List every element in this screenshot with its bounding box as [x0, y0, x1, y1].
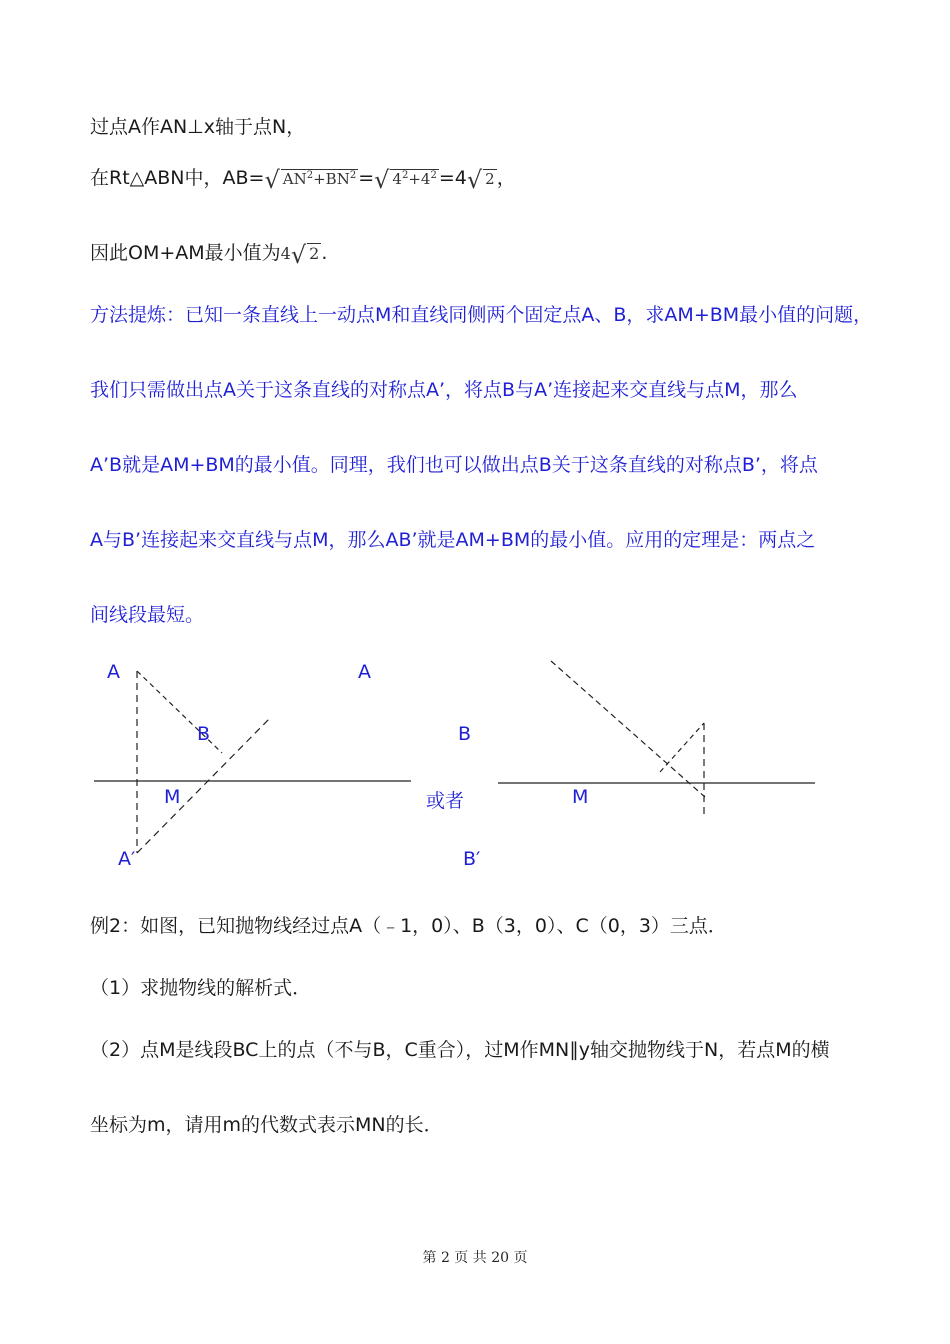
method-line-4: A与B’连接起来交直线与点M，那么AB’就是AM+BM的最小值。应用的定理是：两点之 [90, 529, 816, 551]
label-mid-B: B [458, 723, 472, 745]
example-line-1: 例2：如图，已知抛物线经过点A（﹣1，0）、B（3，0）、C（0，3）三点． [90, 915, 727, 937]
label-left-B: B [197, 723, 211, 745]
method-line-2: 我们只需做出点A关于这条直线的对称点A’，将点B与A’连接起来交直线与点M，那么 [90, 379, 798, 401]
label-left-A-prime: A′ [118, 848, 136, 870]
label-or: 或者 [426, 790, 465, 812]
right-A-segment [551, 661, 705, 797]
text-line-1: 过点A作AN⊥x轴于点N， [90, 116, 306, 138]
method-line-1: 方法提炼：已知一条直线上一动点M和直线同侧两个固定点A、B，求AM+BM最小值的问题， [90, 304, 873, 326]
example-line-3: （2）点M是线段BC上的点（不与B，C重合），过M作MN∥y轴交抛物线于N，若点M的横 [90, 1039, 830, 1061]
text-line-3: 因此OM+AM最小值为4√ 2 . [90, 241, 328, 269]
method-line-5: 间线段最短。 [90, 604, 205, 626]
method-line-3: A’B就是AM+BM的最小值。同理，我们也可以做出点B关于这条直线的对称点B’，将点 [90, 454, 818, 476]
sqrt-expression-1: √ $AN^2+BN^2$ [264, 166, 357, 194]
right-B-segment [660, 723, 704, 772]
sqrt-expression-3: √ 2 [466, 166, 495, 194]
label-left-M: M [164, 786, 181, 808]
label-mid-A: A [358, 661, 371, 683]
sqrt-expression-2: √ $4^2+4^2$ [374, 166, 437, 194]
page-footer: 第 2 页 共 20 页 [422, 1250, 528, 1266]
example-line-4: 坐标为m，请用m的代数式表示MN的长． [90, 1114, 443, 1136]
label-left-A: A [107, 661, 120, 683]
label-mid-B-prime: B′ [463, 848, 481, 870]
reflection-figure [0, 640, 950, 880]
example-line-2: （1）求抛物线的解析式． [90, 977, 312, 999]
label-right-M: M [572, 786, 589, 808]
text-line-2: 在Rt△ABN中，AB=√ $AN^2+BN^2$ =√ $4^2+4^2 =4√$ 2 ， [90, 166, 516, 194]
